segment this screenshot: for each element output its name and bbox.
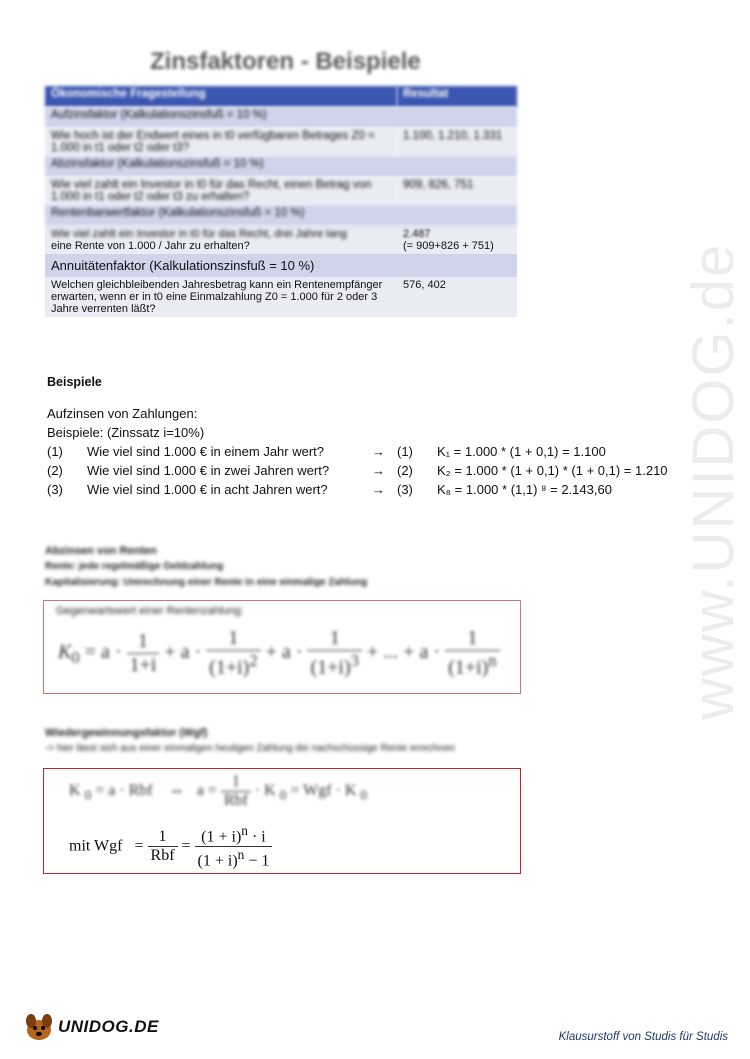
list-item [47, 442, 606, 461]
table-row [45, 277, 517, 317]
wgf-description: -> hier lässt sich aus einer einmaligen heutigen Zahlung die nachschüssige Rente errechnen [45, 743, 455, 754]
question-cell: Welchen gleichbleibenden Jahresbetrag kann ein Rentenempfänger erwarten, wenn er in t0 eine Einmalzahlung Z0 = 1.000 für 2 oder 3 Jahre verrenten läßt? [45, 277, 397, 317]
item-result: K₂ = 1.000 * (1 + 0,1) * (1 + 0,1) = 1.210 [437, 463, 668, 478]
section-abzinsfaktor: Abzinsfaktor (Kalkulationszinsfuß = 10 %) [45, 156, 517, 177]
section-rentenbarwertfaktor: Rentenbarwertfaktor (Kalkulationszinsfuß = 10 %) [45, 205, 517, 226]
list-item [47, 461, 668, 480]
item-question: Wie viel sind 1.000 € in zwei Jahren wert? [87, 463, 330, 478]
dog-icon [22, 1012, 56, 1042]
barwert-formula: $K_0 = a$ · $\frac{1}{1+i}$ + a · $\frac{1}{(1+i)^2}$ + a · $\frac{1}{(1+i)^3}$ + ... + a · $\frac{1}{(1+i)^n}$ [58, 627, 500, 680]
header-result: Resultat [397, 86, 517, 107]
result-cell: 576, 402 [397, 277, 517, 317]
table-row [45, 128, 517, 156]
table-row [45, 226, 517, 254]
arrow-icon: → [372, 463, 385, 478]
section-aufzinsfaktor: Aufzinsfaktor (Kalkulationszinsfuß = 10 %) [45, 107, 517, 128]
item-question: Wie viel sind 1.000 € in acht Jahren wert? [87, 482, 328, 497]
wgf-title: Wiedergewinnungsfaktor (Wgf) [45, 727, 208, 739]
wgf-formula-1: K $_0$ = a · Rbf ⇔ a = $\frac{1}{\text{Rbf}}$ · K $_0$ = Wgf · K $_0$ [69, 773, 368, 809]
question-line: eine Rente von 1.000 / Jahr zu erhalten? [51, 240, 250, 252]
watermark-text: www.UNIDOG.de [681, 242, 746, 720]
table-row [45, 156, 517, 177]
aufzinsen-title: Aufzinsen von Zahlungen: [47, 406, 198, 421]
question-cell [45, 226, 397, 254]
rentenbarwert-formula-box [43, 600, 521, 694]
result-cell: 909, 826, 751 [397, 177, 517, 205]
kapitalisierung-definition: Kapitalisierung: Umrechnung einer Rente in eine einmalige Zahlung [45, 577, 368, 588]
wgf-formula-2: mit Wgf = $\frac{1}{\text{Rbf}}$ = $\frac{(1 + i)^n \cdot i}{(1 + i)^n - 1}$ [69, 823, 272, 871]
zinsfaktoren-table [45, 86, 517, 317]
result-number: (3) [397, 482, 413, 497]
logo-text: UNIDOG.DE [58, 1017, 159, 1036]
list-item [47, 480, 612, 499]
table-row [45, 177, 517, 205]
result-cell: 1.100, 1.210, 1.331 [397, 128, 517, 156]
slide-title: Zinsfaktoren - Beispiele [150, 48, 421, 75]
result-number: (1) [397, 444, 413, 459]
mit-wgf-label: mit Wgf [69, 837, 123, 855]
table-row [45, 254, 517, 277]
result-cell [397, 226, 517, 254]
rente-definition: Rente: jede regelmäßige Geldzahlung [45, 561, 224, 572]
table-row [45, 205, 517, 226]
wgf-formula-box [43, 768, 521, 874]
footer-slogan: Klausurstoff von Studis für Studis [558, 1031, 728, 1043]
item-result: K₈ = 1.000 * (1,1) ⁸ = 2.143,60 [437, 482, 612, 497]
section-annuitaetenfaktor: Annuitätenfaktor (Kalkulationszinsfuß = 10 %) [45, 254, 517, 277]
item-result: K₁ = 1.000 * (1 + 0,1) = 1.100 [437, 444, 606, 459]
result-number: (2) [397, 463, 413, 478]
arrow-icon: → [372, 444, 385, 459]
item-number: (1) [47, 444, 63, 459]
question-line-blurred: Wie viel zahlt ein Investor in t0 für das Recht, drei Jahre lang [51, 228, 347, 240]
question-cell: Wie hoch ist der Endwert eines in t0 verfügbaren Betrages Z0 = 1.000 in t1 oder t2 oder t3? [45, 128, 397, 156]
question-cell: Wie viel zahlt ein Investor in t0 für das Recht, einen Betrag von 1.000 in t1 oder t2 oder t3 zu erhalten? [45, 177, 397, 205]
box-title: Gegenwartswert einer Rentenzahlung: [56, 605, 244, 617]
item-question: Wie viel sind 1.000 € in einem Jahr wert? [87, 444, 325, 459]
item-number: (2) [47, 463, 63, 478]
table-header-row [45, 86, 517, 107]
result-value: 2.487 [403, 228, 431, 240]
item-number: (3) [47, 482, 63, 497]
abzinsen-title: Abzinsen von Renten [45, 545, 157, 557]
aufzinsen-subtitle: Beispiele: (Zinssatz i=10%) [47, 425, 205, 440]
header-question: Ökonomische Fragestellung [45, 86, 397, 107]
result-breakdown: (= 909+826 + 751) [403, 240, 494, 252]
aufzinsen-block [47, 404, 668, 499]
beispiele-heading: Beispiele [47, 375, 102, 389]
arrow-icon: → [372, 482, 385, 497]
table-row [45, 107, 517, 128]
unidog-logo [22, 1012, 159, 1042]
